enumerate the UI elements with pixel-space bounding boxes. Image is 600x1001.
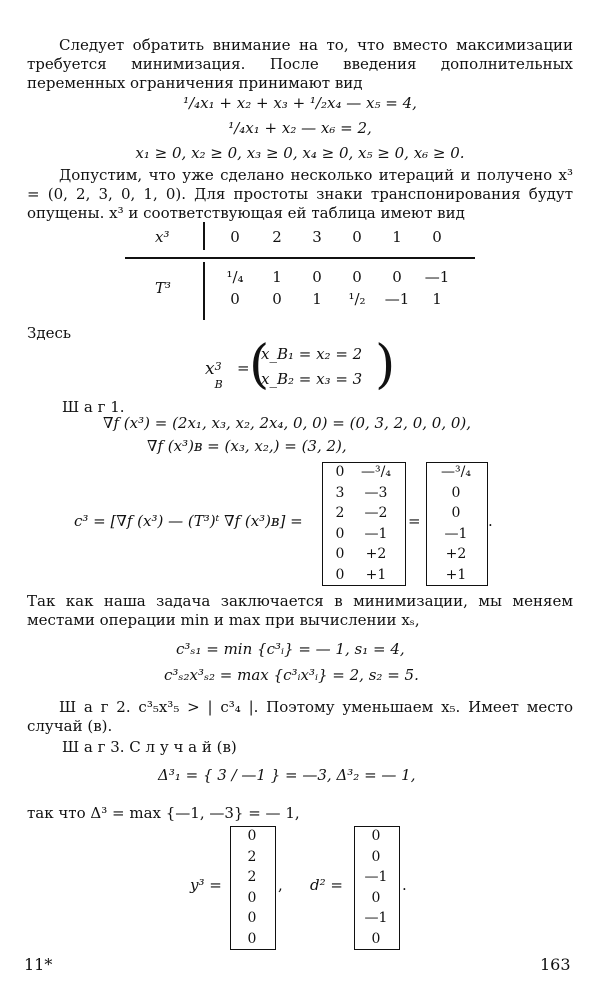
min-line: c³ₛ₁ = min {c³ᵢ} = — 1, s₁ = 4, xyxy=(176,640,405,658)
so-that-line: так что Δ³ = max {—1, —3} = — 1, xyxy=(27,804,300,822)
vector-entry: —1 xyxy=(364,869,388,885)
footer-signature: 11* xyxy=(24,955,53,974)
matrix-entry: 0 xyxy=(335,464,345,480)
vectors-block xyxy=(0,824,600,952)
tableau-cell: 1 xyxy=(392,228,402,246)
tableau-cell: —1 xyxy=(424,268,450,286)
matrix-entry: 3 xyxy=(335,484,345,501)
vector-entry: 0 xyxy=(247,930,257,947)
c3-matrix-col-b xyxy=(352,462,400,585)
gradient-line-1: ∇f (x³) = (2x₁, x₃, x₂, 2x₄, 0, 0) = (0, 3, 2, 0, 0, 0), xyxy=(103,414,472,432)
tableau-cell: 0 xyxy=(272,290,282,308)
vector-entry: 2 xyxy=(247,869,257,885)
y3-vector xyxy=(232,826,272,949)
tableau-cell: 0 xyxy=(432,228,442,246)
matrix-entry: +2 xyxy=(365,546,387,562)
equation-nonneg: x₁ ≥ 0, x₂ ≥ 0, x₃ ≥ 0, x₄ ≥ 0, x₅ ≥ 0, x₆ ≥ 0. xyxy=(135,144,465,162)
vector-entry: +2 xyxy=(445,546,467,562)
matrix-entry: 0 xyxy=(335,566,345,583)
vector-entry: 0 xyxy=(371,889,381,906)
xB-row-1: x_B₁ = x₂ = 2 xyxy=(261,345,363,363)
vector-entry: 2 xyxy=(247,848,257,865)
tableau-vline-top xyxy=(203,222,205,250)
tableau-cell: 0 xyxy=(312,268,322,286)
c3-matrix-col-a xyxy=(328,462,352,585)
max-line: c³ₛ₂x³ₛ₂ = max {c³ᵢx³ᵢ} = 2, s₂ = 5. xyxy=(164,666,419,684)
tableau-cell: 0 xyxy=(230,290,240,308)
matrix-entry: 2 xyxy=(335,505,345,521)
matrix-entry: +1 xyxy=(365,566,387,583)
paragraph-minmax: Так как наша задача заключается в минимизации, мы меняем местами операции min и max при вычислении xₛ, xyxy=(27,592,573,629)
page-number: 163 xyxy=(540,955,571,974)
xB-sub: B xyxy=(214,378,223,391)
tableau-cell: 1 xyxy=(432,290,442,308)
tableau-vline-bottom xyxy=(203,262,205,320)
xB-left-paren: ( xyxy=(249,335,270,395)
c3-equation xyxy=(0,460,600,588)
d2-period: . xyxy=(402,876,407,894)
tableau-cell: 1 xyxy=(272,268,282,286)
tableau-T-label: T³ xyxy=(155,279,172,297)
tableau-cell: 1 xyxy=(312,290,322,308)
vector-entry: —³/₄ xyxy=(441,464,471,480)
tableau-cell: 0 xyxy=(230,228,240,246)
xB-block xyxy=(205,335,405,395)
tableau xyxy=(125,222,475,322)
matrix-entry: 0 xyxy=(335,546,345,562)
delta-line: Δ³₁ = { 3 / —1 } = —3, Δ³₂ = — 1, xyxy=(158,766,416,784)
here-label: Здесь xyxy=(27,324,72,342)
equation-1: ¹/₄x₁ + x₂ + x₃ + ¹/₂x₄ — x₅ = 4, xyxy=(183,94,417,112)
matrix-entry: —1 xyxy=(364,525,388,542)
tableau-cell: 2 xyxy=(272,228,282,246)
tableau-cell: 0 xyxy=(392,268,402,286)
matrix-entry: —³/₄ xyxy=(361,464,391,480)
xB-eq: = xyxy=(237,359,250,377)
paragraph-intro: Следует обратить внимание на то, что вместо максимизации требуется минимизация. После введения дополнительных переменных ограничения принимают вид xyxy=(27,36,573,92)
equation-2: ¹/₄x₁ + x₂ — x₆ = 2, xyxy=(228,119,372,137)
vector-entry: 0 xyxy=(247,910,257,926)
vector-entry: 0 xyxy=(451,505,461,521)
matrix-entry: —3 xyxy=(364,484,388,501)
matrix-entry: 0 xyxy=(335,525,345,542)
tableau-hline xyxy=(125,257,475,259)
xB-right-paren: ) xyxy=(375,335,396,395)
xB-row-2: x_B₂ = x₃ = 3 xyxy=(261,370,363,388)
y3-comma: , xyxy=(278,876,283,894)
vector-entry: 0 xyxy=(371,828,381,844)
gradient-line-2: ∇f (x³)ʙ = (x₃, x₂,) = (3, 2), xyxy=(147,437,347,455)
tableau-cell: ¹/₄ xyxy=(226,268,244,286)
vector-entry: 0 xyxy=(371,848,381,865)
step-2-text: Ш а г 2. c³₅x³₅ > | c³₄ |. Поэтому уменьшаем x₅. Имеет место случай (в). xyxy=(27,698,573,735)
step-3-heading: Ш а г 3. С л у ч а й (в) xyxy=(62,738,237,756)
vector-entry: —1 xyxy=(444,525,468,542)
c3-equals: = xyxy=(408,512,421,530)
vector-entry: 0 xyxy=(371,930,381,947)
c3-result-col xyxy=(428,462,484,585)
xB-lhs xyxy=(205,359,225,391)
tableau-cell: 0 xyxy=(352,268,362,286)
vector-entry: +1 xyxy=(445,566,467,583)
tableau-cell: —1 xyxy=(384,290,410,308)
tableau-cell: 0 xyxy=(352,228,362,246)
xB-sup: 3 xyxy=(214,360,222,373)
vector-entry: 0 xyxy=(451,484,461,501)
vector-entry: 0 xyxy=(247,889,257,906)
y3-lhs: y³ = xyxy=(190,876,222,894)
tableau-x-label: x³ xyxy=(155,228,170,246)
d2-lhs: d² = xyxy=(310,876,343,894)
xB-lhs-x: x xyxy=(205,359,215,379)
vector-entry: —1 xyxy=(364,910,388,926)
vector-entry: 0 xyxy=(247,828,257,844)
matrix-entry: —2 xyxy=(364,505,388,521)
d2-vector xyxy=(356,826,396,949)
paragraph-iterations: Допустим, что уже сделано несколько итераций и получено x³ = (0, 2, 3, 0, 1, 0). Для простоты знаки транспонирования будут опущены. x³ и соответствующая ей таблица имеют вид xyxy=(27,166,573,222)
c3-period: . xyxy=(488,512,493,530)
tableau-cell: 3 xyxy=(312,228,322,246)
step-1-heading: Ш а г 1. xyxy=(62,398,125,416)
tableau-cell: ¹/₂ xyxy=(348,290,366,308)
c3-lhs: c³ = [∇f (x³) — (T³)ᵗ ∇f (x³)ʙ] = xyxy=(74,512,303,530)
